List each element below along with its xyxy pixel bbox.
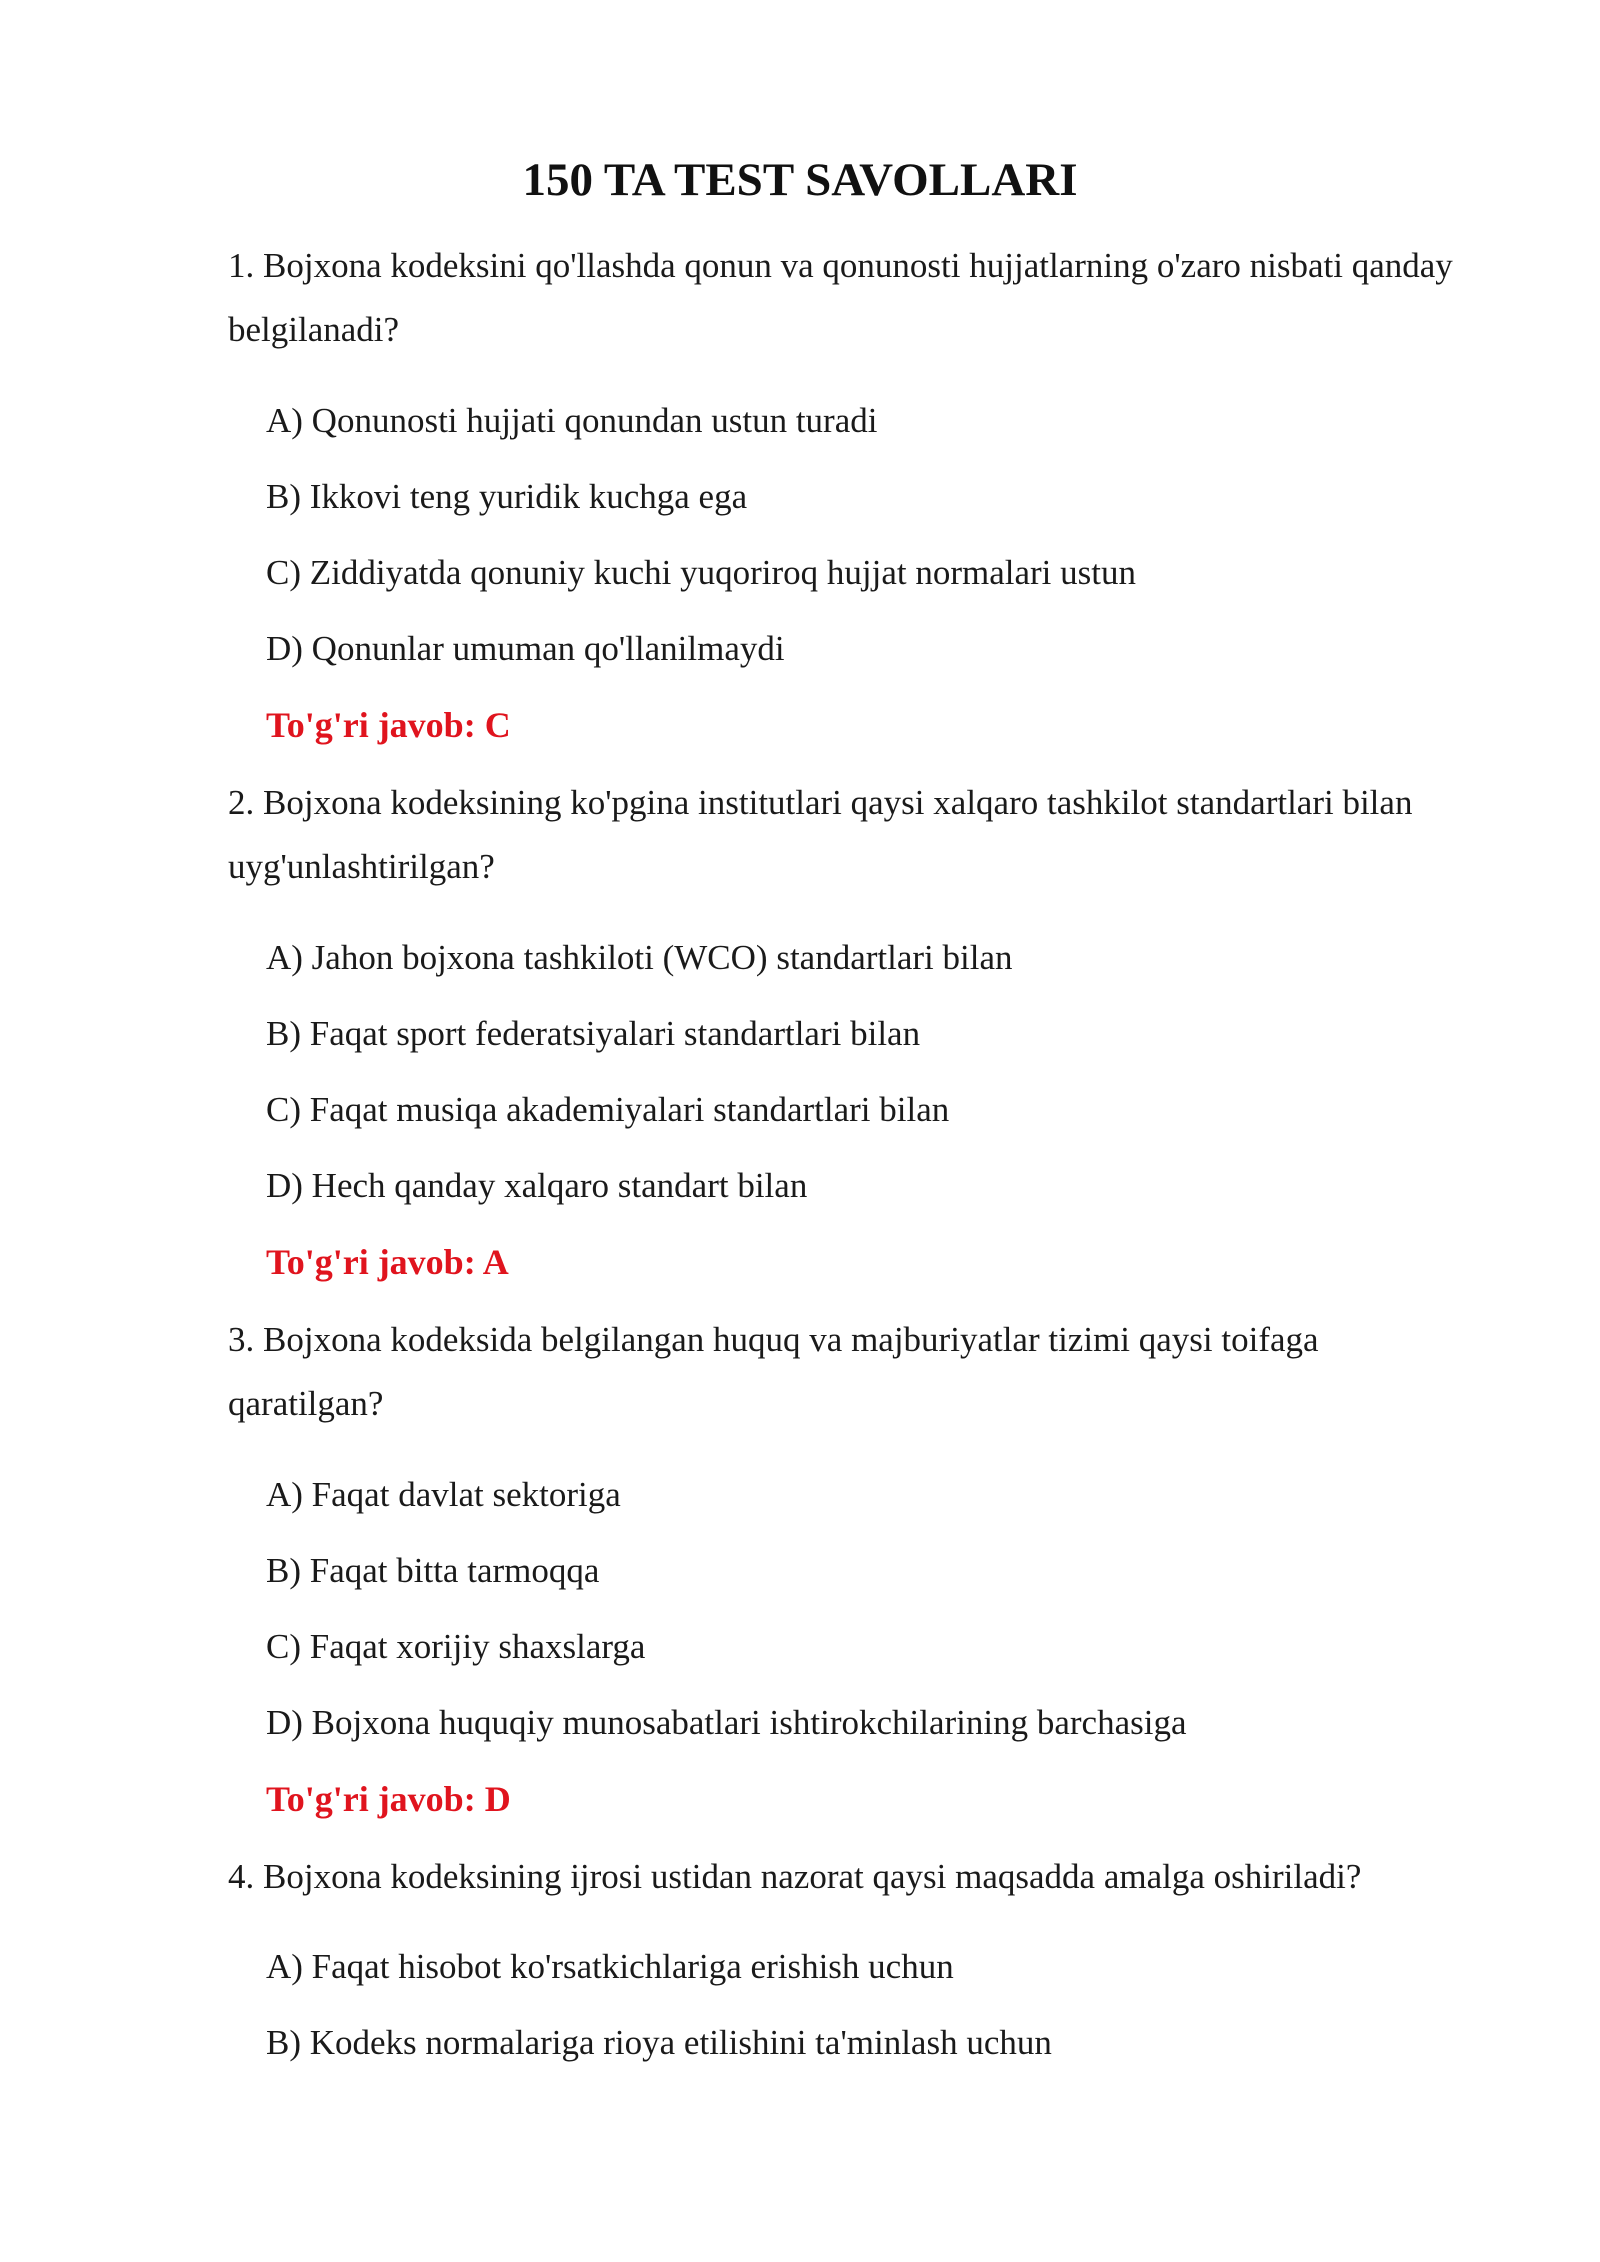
question-2-option-b: B) Faqat sport federatsiyalari standartlari bilan xyxy=(266,1014,921,1053)
question-3-option-b: B) Faqat bitta tarmoqqa xyxy=(266,1551,600,1590)
question-3-correct-answer: To'g'ri javob: D xyxy=(266,1779,511,1819)
question-2-text: 2. Bojxona kodeksining ko'pgina institutlari qaysi xalqaro tashkilot standartlari bilan uyg'unlashtirilgan? xyxy=(228,783,1413,886)
question-3-option-c: C) Faqat xorijiy shaxslarga xyxy=(266,1627,646,1666)
question-2-option-c: C) Faqat musiqa akademiyalari standartlari bilan xyxy=(266,1090,950,1129)
question-4-text: 4. Bojxona kodeksining ijrosi ustidan nazorat qaysi maqsadda amalga oshiriladi? xyxy=(228,1857,1362,1896)
question-3-option-d: D) Bojxona huquqiy munosabatlari ishtirokchilarining barchasiga xyxy=(266,1703,1187,1742)
question-2-option-d: D) Hech qanday xalqaro standart bilan xyxy=(266,1166,808,1205)
question-4-option-b: B) Kodeks normalariga rioya etilishini ta'minlash uchun xyxy=(266,2023,1052,2062)
question-4-option-a: A) Faqat hisobot ko'rsatkichlariga erishish uchun xyxy=(266,1947,954,1986)
question-1-option-c: C) Ziddiyatda qonuniy kuchi yuqoriroq hujjat normalari ustun xyxy=(266,553,1136,592)
question-2-option-a: A) Jahon bojxona tashkiloti (WCO) standartlari bilan xyxy=(266,938,1013,977)
document-title: 150 TA TEST SAVOLLARI xyxy=(522,154,1078,206)
question-1-text: 1. Bojxona kodeksini qo'llashda qonun va qonunosti hujjatlarning o'zaro nisbati qanday belgilanadi? xyxy=(228,246,1453,349)
question-1-option-d: D) Qonunlar umuman qo'llanilmaydi xyxy=(266,629,785,668)
question-3-text: 3. Bojxona kodeksida belgilangan huquq va majburiyatlar tizimi qaysi toifaga qaratilgan? xyxy=(228,1320,1319,1423)
question-2-correct-answer: To'g'ri javob: A xyxy=(266,1242,509,1282)
question-1-option-b: B) Ikkovi teng yuridik kuchga ega xyxy=(266,477,748,516)
question-1-correct-answer: To'g'ri javob: C xyxy=(266,705,511,745)
question-3-option-a: A) Faqat davlat sektoriga xyxy=(266,1475,621,1514)
question-1-option-a: A) Qonunosti hujjati qonundan ustun turadi xyxy=(266,401,878,440)
